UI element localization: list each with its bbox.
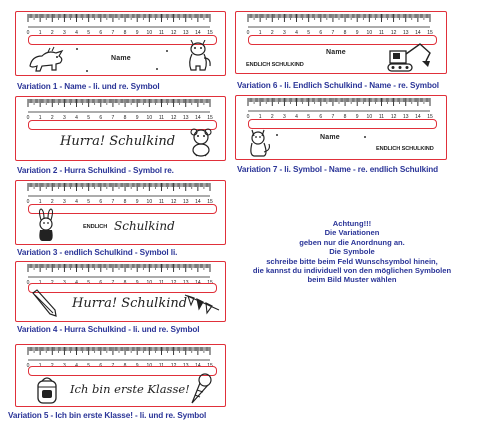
ruler-number: 9 bbox=[135, 363, 139, 369]
ruler-number: 13 bbox=[182, 363, 189, 369]
note-line: geben nur die Anordnung an. bbox=[299, 237, 405, 247]
ruler-number: 1 bbox=[38, 199, 42, 205]
ruler-number: 14 bbox=[195, 280, 201, 286]
ruler-number: 9 bbox=[135, 280, 139, 286]
ruler-number: 6 bbox=[319, 30, 323, 36]
ruler-number: 13 bbox=[182, 30, 189, 36]
ruler-number: 2 bbox=[50, 363, 54, 369]
ich-bin-erste-klasse-text: Ich bin erste Klasse! bbox=[70, 382, 190, 396]
caption-variation-1: Variation 1 - Name - li. und re. Symbol bbox=[17, 82, 160, 91]
ruler-number: 15 bbox=[207, 280, 213, 286]
note-line: Achtung!!! bbox=[332, 219, 372, 228]
ruler-scale bbox=[244, 14, 439, 36]
ruler-number: 3 bbox=[63, 280, 66, 286]
ruler-variation-3 bbox=[15, 180, 226, 245]
ruler-number: 1 bbox=[258, 114, 262, 120]
ruler-number: 5 bbox=[87, 30, 91, 36]
teddy-bear-icon bbox=[188, 127, 214, 157]
ruler-number: 6 bbox=[99, 199, 103, 205]
ruler-number: 8 bbox=[123, 115, 127, 121]
ruler-number: 9 bbox=[135, 30, 139, 36]
ruler-number: 6 bbox=[319, 114, 323, 120]
ruler-number: 0 bbox=[26, 115, 30, 121]
ruler-number: 12 bbox=[170, 115, 177, 121]
dragon-icon bbox=[182, 40, 214, 74]
ruler-number: 0 bbox=[26, 199, 30, 205]
ruler-number: 3 bbox=[283, 114, 286, 120]
note-line: Die Variationen bbox=[324, 228, 380, 238]
ruler-number: 10 bbox=[146, 363, 153, 369]
ruler-number: 8 bbox=[123, 199, 127, 205]
ruler-number: 2 bbox=[270, 30, 274, 36]
ruler-number: 8 bbox=[123, 280, 127, 286]
pencil-icon bbox=[30, 289, 58, 317]
ruler-number: 8 bbox=[123, 30, 127, 36]
ruler-number: 15 bbox=[207, 363, 213, 369]
ruler-number: 10 bbox=[146, 115, 153, 121]
endlich-schulkind-text: ENDLICH SCHULKIND bbox=[246, 62, 304, 68]
ruler-number: 15 bbox=[427, 114, 433, 120]
schulkind-script-text: Schulkind bbox=[114, 219, 175, 233]
ruler-number: 12 bbox=[390, 114, 397, 120]
ruler-number: 0 bbox=[26, 30, 30, 36]
ruler-number: 7 bbox=[111, 280, 115, 286]
ruler-number: 7 bbox=[111, 199, 115, 205]
hurra-schulkind-text: Hurra! Schulkind bbox=[72, 296, 188, 311]
ruler-number: 11 bbox=[158, 199, 165, 205]
ruler-number: 6 bbox=[99, 30, 103, 36]
ruler-scale bbox=[24, 14, 219, 36]
caption-variation-7: Variation 7 - li. Symbol - Name - re. endlich Schulkind bbox=[237, 165, 439, 174]
ruler-number: 3 bbox=[63, 30, 66, 36]
ruler-number: 3 bbox=[283, 30, 286, 36]
ruler-number: 1 bbox=[38, 363, 42, 369]
ruler-number: 15 bbox=[427, 30, 433, 36]
ruler-number: 10 bbox=[146, 199, 153, 205]
ruler-scale bbox=[244, 98, 439, 120]
ruler-number: 10 bbox=[146, 30, 153, 36]
ruler-number: 11 bbox=[158, 280, 165, 286]
ruler-number: 3 bbox=[63, 363, 66, 369]
ruler-number: 9 bbox=[355, 30, 359, 36]
backpack-icon bbox=[34, 375, 60, 405]
ruler-number: 3 bbox=[63, 115, 66, 121]
ruler-number: 1 bbox=[38, 115, 42, 121]
ruler-number: 4 bbox=[75, 115, 78, 121]
ruler-number: 5 bbox=[87, 280, 91, 286]
instruction-note bbox=[236, 219, 468, 285]
ruler-number: 2 bbox=[50, 115, 54, 121]
ruler-number: 0 bbox=[26, 363, 30, 369]
ruler-number: 4 bbox=[75, 363, 78, 369]
ruler-number: 9 bbox=[135, 199, 139, 205]
ruler-number: 4 bbox=[295, 30, 298, 36]
endlich-text: ENDLICH bbox=[83, 224, 108, 230]
ruler-number: 2 bbox=[50, 280, 54, 286]
ruler-number: 2 bbox=[50, 199, 54, 205]
ruler-number: 14 bbox=[195, 30, 201, 36]
caption-variation-5: Variation 5 - Ich bin erste Klasse! - li. und re. Symbol bbox=[8, 411, 207, 420]
ruler-number: 5 bbox=[87, 115, 91, 121]
ruler-variation-1 bbox=[15, 11, 226, 76]
ruler-number: 4 bbox=[295, 114, 298, 120]
ruler-number: 10 bbox=[366, 30, 373, 36]
ruler-number: 2 bbox=[50, 30, 54, 36]
ruler-number: 7 bbox=[111, 30, 115, 36]
cat-icon bbox=[246, 126, 272, 158]
ruler-number: 13 bbox=[182, 115, 189, 121]
excavator-icon bbox=[386, 41, 436, 73]
triceratops-icon bbox=[26, 46, 66, 74]
name-field-box bbox=[248, 119, 437, 129]
ruler-number: 13 bbox=[182, 280, 189, 286]
ruler-variation-6 bbox=[235, 11, 447, 74]
ruler-variation-7 bbox=[235, 95, 447, 160]
ruler-number: 9 bbox=[355, 114, 359, 120]
ruler-number: 6 bbox=[99, 115, 103, 121]
ruler-number: 11 bbox=[378, 30, 385, 36]
ruler-scale bbox=[24, 99, 219, 121]
ruler-number: 15 bbox=[207, 199, 213, 205]
ruler-number: 7 bbox=[111, 363, 115, 369]
ruler-number: 8 bbox=[123, 363, 127, 369]
note-line: beim Bild Muster wählen bbox=[307, 275, 397, 285]
ruler-number: 1 bbox=[38, 30, 42, 36]
ruler-number: 8 bbox=[343, 114, 347, 120]
ruler-number: 12 bbox=[170, 199, 177, 205]
endlich-schulkind-text: ENDLICH SCHULKIND bbox=[376, 146, 434, 152]
ruler-number: 1 bbox=[38, 280, 42, 286]
ruler-number: 1 bbox=[258, 30, 262, 36]
ruler-number: 14 bbox=[195, 199, 201, 205]
ruler-variation-5 bbox=[15, 344, 226, 407]
caption-variation-2: Variation 2 - Hurra Schulkind - Symbol re. bbox=[17, 166, 174, 175]
ruler-number: 13 bbox=[402, 114, 409, 120]
ruler-number: 13 bbox=[402, 30, 409, 36]
ruler-number: 0 bbox=[246, 114, 250, 120]
ruler-number: 15 bbox=[207, 115, 213, 121]
ruler-variation-4 bbox=[15, 261, 226, 322]
caption-variation-6: Variation 6 - li. Endlich Schulkind - Name - re. Symbol bbox=[237, 81, 439, 90]
ruler-number: 0 bbox=[26, 280, 30, 286]
note-line: Die Symbole bbox=[329, 247, 375, 257]
ruler-number: 6 bbox=[99, 363, 103, 369]
ruler-number: 5 bbox=[307, 30, 311, 36]
ruler-number: 7 bbox=[331, 30, 335, 36]
ruler-number: 7 bbox=[111, 115, 115, 121]
ruler-number: 5 bbox=[87, 363, 91, 369]
bunny-icon bbox=[34, 208, 58, 242]
bunting-icon bbox=[184, 292, 220, 318]
ruler-number: 11 bbox=[378, 114, 385, 120]
caption-variation-4: Variation 4 - Hurra Schulkind - li. und re. Symbol bbox=[17, 325, 200, 334]
ruler-number: 11 bbox=[158, 30, 165, 36]
name-label: Name bbox=[320, 134, 340, 141]
ruler-number: 8 bbox=[343, 30, 347, 36]
note-line: die kannst du individuell von den möglichen Symbolen bbox=[252, 266, 452, 276]
ruler-variation-2 bbox=[15, 96, 226, 161]
ruler-number: 11 bbox=[158, 115, 165, 121]
ruler-number: 15 bbox=[207, 30, 213, 36]
ruler-number: 14 bbox=[195, 115, 201, 121]
ruler-number: 4 bbox=[75, 199, 78, 205]
ruler-number: 2 bbox=[270, 114, 274, 120]
ruler-number: 12 bbox=[170, 363, 177, 369]
ruler-number: 9 bbox=[135, 115, 139, 121]
ruler-number: 0 bbox=[246, 30, 250, 36]
ruler-number: 6 bbox=[99, 280, 103, 286]
ruler-number: 4 bbox=[75, 30, 78, 36]
ruler-number: 12 bbox=[170, 30, 177, 36]
ruler-number: 3 bbox=[63, 199, 66, 205]
ruler-number: 4 bbox=[75, 280, 78, 286]
ruler-number: 12 bbox=[170, 280, 177, 286]
ruler-number: 14 bbox=[415, 30, 421, 36]
ruler-number: 5 bbox=[307, 114, 311, 120]
ruler-number: 12 bbox=[390, 30, 397, 36]
hurra-schulkind-text: Hurra! Schulkind bbox=[60, 134, 176, 149]
ruler-number: 11 bbox=[158, 363, 165, 369]
caption-variation-3: Variation 3 - endlich Schulkind - Symbol li. bbox=[17, 248, 178, 257]
ruler-number: 10 bbox=[366, 114, 373, 120]
ruler-scale bbox=[24, 183, 219, 205]
ruler-number: 7 bbox=[331, 114, 335, 120]
ruler-number: 5 bbox=[87, 199, 91, 205]
note-line: schreibe bitte beim Feld Wunschsymbol hinein, bbox=[266, 256, 438, 266]
ruler-number: 14 bbox=[195, 363, 201, 369]
ruler-number: 13 bbox=[182, 199, 189, 205]
ruler-number: 14 bbox=[415, 114, 421, 120]
ice-cream-icon bbox=[188, 373, 214, 405]
name-label: Name bbox=[326, 49, 346, 56]
ruler-number: 10 bbox=[146, 280, 153, 286]
name-label: Name bbox=[111, 55, 131, 62]
